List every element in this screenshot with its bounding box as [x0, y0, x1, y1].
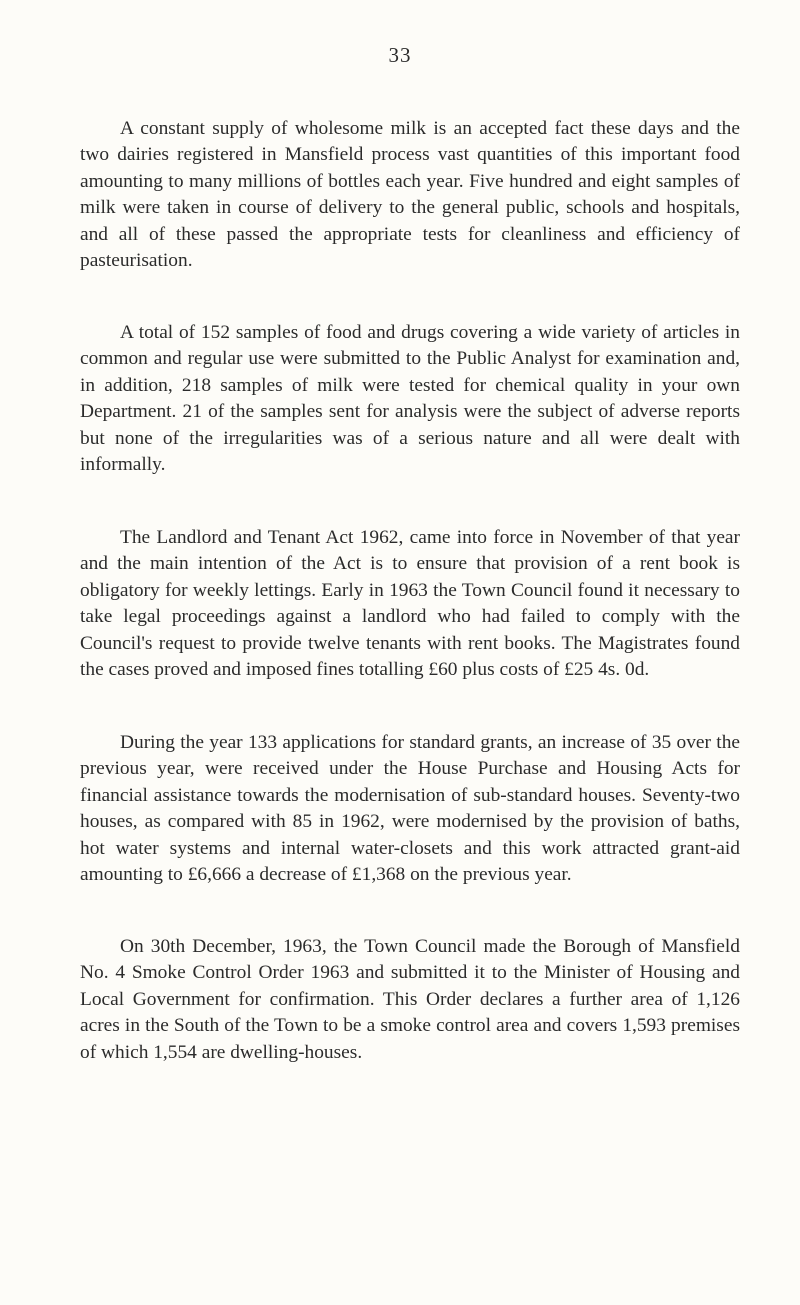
paragraph-milk-supply: A constant supply of wholesome milk is an accepted fact these days and the two dairies registered in Mansfield process vast quantities of this important food amounting to many millions of bottles each year. Five hundred and eight samples of milk were taken in course of delivery to the general public, schools and hospitals, and all of these passed the appropriate tests for cleanliness and efficiency of pasteurisation.: [80, 118, 740, 272]
paragraph-smoke-control-order: On 30th December, 1963, the Town Council made the Borough of Mansfield No. 4 Smoke Control Order 1963 and submitted it to the Minister of Housing and Local Government for confirmation. This Order declares a further area of 1,126 acres in the South of the Town to be a smoke control area and covers 1,593 premises of which 1,554 are dwelling-houses.: [80, 936, 740, 1063]
paragraph-standard-grants: During the year 133 applications for standard grants, an increase of 35 over the previous year, were received under the House Purchase and Housing Acts for financial assistance towards the modernisation of sub-standard houses. Seventy-two houses, as compared with 85 in 1962, were modernised by the provision of baths, hot water systems and internal water-closets and this work attracted grant-aid amounting to £6,666 a decrease of £1,368 on the previous year.: [80, 732, 740, 886]
paragraph-food-and-drugs-samples: A total of 152 samples of food and drugs covering a wide variety of articles in common and regular use were submitted to the Public Analyst for examination and, in addition, 218 samples of milk were tested for chemical quality in your own Department. 21 of the samples sent for analysis were the subject of adverse reports but none of the irregularities was of a serious nature and all were dealt with informally.: [80, 322, 740, 476]
paragraph-landlord-tenant-act: The Landlord and Tenant Act 1962, came into force in November of that year and the main intention of the Act is to ensure that provision of a rent book is obligatory for weekly lettings. Early in 1963 the Town Council found it necessary to take legal proceedings against a landlord who had failed to comply with the Council's request to provide twelve tenants with rent books. The Magistrates found the cases proved and imposed fines totalling £60 plus costs of £25 4s. 0d.: [80, 527, 740, 681]
page-number: 33: [388, 43, 412, 67]
